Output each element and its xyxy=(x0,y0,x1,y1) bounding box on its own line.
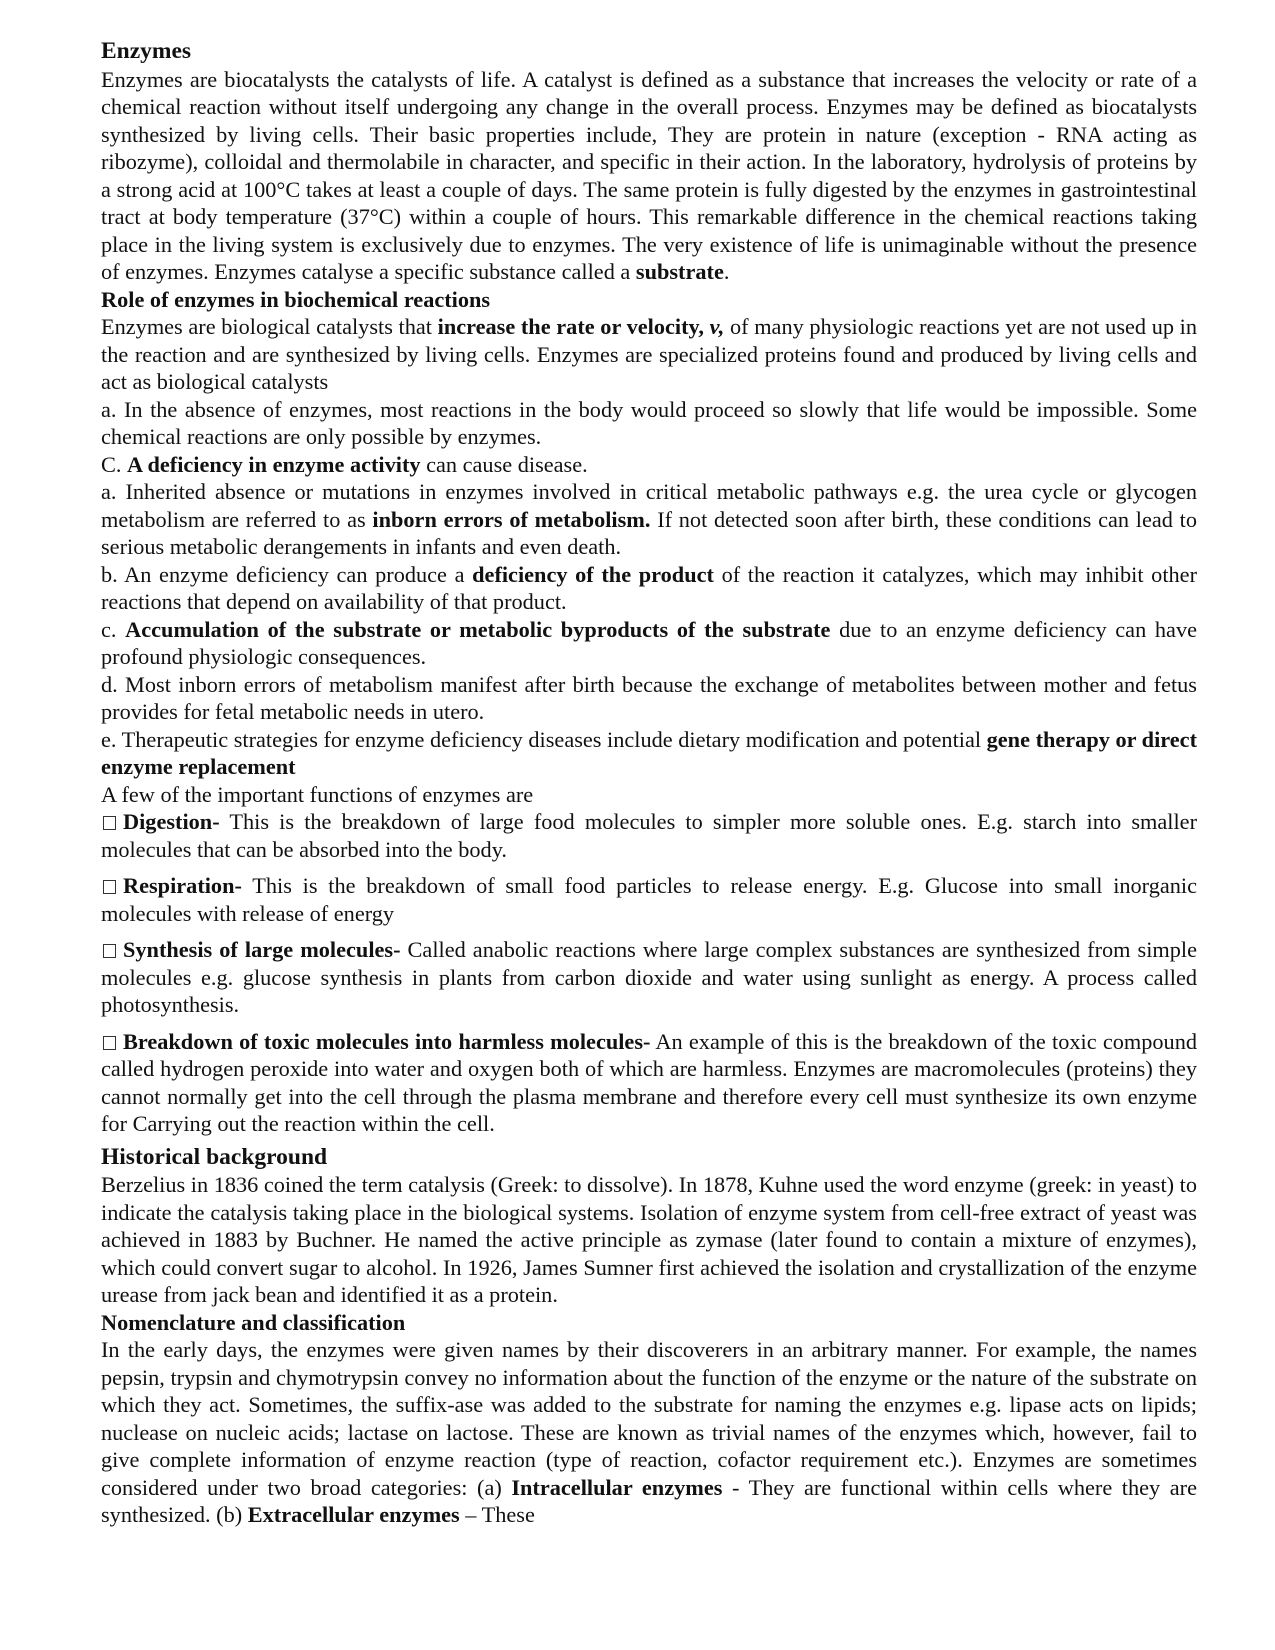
paragraph-item-d: d. Most inborn errors of metabolism manifest after birth because the exchange of metabolites between mother and fetus provides for fetal metabolic needs in utero. xyxy=(101,671,1197,724)
bullet-title: Digestion- xyxy=(123,809,220,834)
text: due to an enzyme deficiency can have profound physiologic consequences. xyxy=(101,616,1197,669)
bold-text: substrate xyxy=(635,259,724,284)
bullet-title: Breakdown of toxic molecules into harmless molecules- xyxy=(123,1028,651,1054)
paragraph-nomenclature xyxy=(101,1336,1197,1529)
bold-text: inborn errors of metabolism. xyxy=(372,506,651,532)
bold-text: Extracellular enzymes xyxy=(247,1502,460,1527)
text: b. An enzyme deficiency can produce a xyxy=(101,561,473,587)
heading-historical-background: Historical background xyxy=(101,1143,328,1170)
paragraph-item-c xyxy=(101,616,1197,671)
paragraph-role xyxy=(101,313,1197,396)
heading-role-of-enzymes: Role of enzymes in biochemical reactions xyxy=(101,286,491,312)
bold-text: deficiency of the product xyxy=(472,561,714,587)
bullet-text: This is the breakdown of large food molecules to simpler more soluble ones. E.g. starch into smaller molecules that can be absorbed into the body. xyxy=(101,809,1197,862)
document-page xyxy=(101,38,1197,1529)
text: of many physiologic reactions yet are not used up in the reaction and are synthesized by living cells. Enzymes are specialized proteins found and produced by living cells and act as biological catalysts xyxy=(101,314,1197,394)
bold-text: gene therapy or direct enzyme replacement xyxy=(101,726,1197,779)
text: Enzymes are biological catalysts that xyxy=(101,314,438,339)
paragraph-item-b xyxy=(101,561,1197,616)
bullet-breakdown xyxy=(101,1028,1197,1138)
bullet-respiration xyxy=(101,872,1197,927)
text: – These xyxy=(459,1502,535,1527)
bold-text: increase the rate or velocity, xyxy=(437,314,710,339)
paragraph-functions-intro: A few of the important functions of enzymes are xyxy=(101,781,534,807)
text: can cause disease. xyxy=(420,451,588,477)
text: In the early days, the enzymes were given names by their discoverers in an arbitrary manner. For example, the names pepsin, trypsin and chymotrypsin convey no information about the function of the enzyme or the nature of the substrate on which they act. Sometimes, the suffix-ase was added to the substrate for naming the enzymes e.g. lipase acts on lipids; nuclease on nucleic acids; lactase on lactose. These are known as trivial names of the enzymes which, however, fail to give complete information of enzyme reaction (type of reaction, cofactor requirement etc.). Enzymes are sometimes considered under two broad categories: (a) xyxy=(101,1337,1197,1500)
text: If not detected soon after birth, these conditions can lead to serious metabolic derangements in infants and even death. xyxy=(101,506,1197,559)
text: c. xyxy=(101,616,126,642)
bullet-synthesis xyxy=(101,936,1197,1019)
bold-text: Accumulation of the substrate or metabolic byproducts of the substrate xyxy=(125,616,831,642)
text: C. xyxy=(101,451,128,477)
paragraph-item-a xyxy=(101,478,1197,561)
checkbox-icon xyxy=(103,816,116,830)
bullet-digestion xyxy=(101,808,1197,863)
text: e. Therapeutic strategies for enzyme deficiency diseases include dietary modification and potential xyxy=(101,726,987,752)
paragraph-history: Berzelius in 1836 coined the term catalysis (Greek: to dissolve). In 1878, Kuhne used the word enzyme (greek: in yeast) to indicate the catalysis taking place in the biological systems. Isolation of enzyme system from cell-free extract of yeast was achieved in 1883 by Buchner. He named the active principle as zymase (later found to contain a mixture of enzymes), which could convert sugar to alcohol. In 1926, James Sumner first achieved the isolation and crystallization of the enzyme urease from jack bean and identified it as a protein. xyxy=(101,1172,1197,1307)
italic-v: v, xyxy=(709,314,725,339)
paragraph-absence: a. In the absence of enzymes, most reactions in the body would proceed so slowly that life would be impossible. Some chemical reactions are only possible by enzymes. xyxy=(101,396,1197,449)
bold-text: Intracellular enzymes xyxy=(511,1474,723,1500)
bold-text: A deficiency in enzyme activity xyxy=(127,451,421,477)
heading-nomenclature: Nomenclature and classification xyxy=(101,1309,406,1335)
bullet-title: Synthesis of large molecules- xyxy=(123,937,401,962)
paragraph-enzymes-intro xyxy=(101,66,1197,286)
checkbox-icon xyxy=(103,880,116,894)
checkbox-icon xyxy=(103,944,116,958)
text: of the reaction it catalyzes, which may inhibit other reactions that depend on availability of that product. xyxy=(101,561,1197,614)
text: a. Inherited absence or mutations in enzymes involved in critical metabolic pathways e.g. the urea cycle or glycogen metabolism are referred to as xyxy=(101,479,1197,532)
text: Enzymes are biocatalysts the catalysts of life. A catalyst is defined as a substance that increases the velocity or rate of a chemical reaction without itself undergoing any change in the overall process. Enzymes may be defined as biocatalysts synthesized by living cells. Their basic properties include, They are protein in nature (exception - RNA acting as ribozyme), colloidal and thermolabile in character, and specific in their action. In the laboratory, hydrolysis of proteins by a strong acid at 100°C takes at least a couple of days. The same protein is fully digested by the enzymes in gastrointestinal tract at body temperature (37°C) within a couple of hours. This remarkable difference in the chemical reactions taking place in the living system is exclusively due to enzymes. The very existence of life is unimaginable without the presence of enzymes. Enzymes catalyse a specific substance called a xyxy=(101,66,1197,284)
checkbox-icon xyxy=(103,1036,116,1050)
text: - They are functional within cells where they are synthesized. (b) xyxy=(101,1474,1197,1527)
bullet-text: This is the breakdown of small food particles to release energy. E.g. Glucose into small inorganic molecules with release of energy xyxy=(101,873,1197,926)
bullet-text: An example of this is the breakdown of the toxic compound called hydrogen peroxide into water and oxygen both of which are harmless. Enzymes are macromolecules (proteins) they cannot normally get into the cell through the plasma membrane and therefore every cell must synthesize its own enzyme for Carrying out the reaction within the cell. xyxy=(101,1028,1197,1136)
text: . xyxy=(723,259,730,284)
paragraph-item-e xyxy=(101,726,1197,781)
heading-enzymes: Enzymes xyxy=(101,38,192,64)
bullet-title: Respiration- xyxy=(123,873,242,898)
paragraph-deficiency xyxy=(101,451,1197,479)
bullet-text: Called anabolic reactions where large complex substances are synthesized from simple molecules e.g. glucose synthesis in plants from carbon dioxide and water using sunlight as energy. A process called photosynthesis. xyxy=(101,937,1197,1017)
